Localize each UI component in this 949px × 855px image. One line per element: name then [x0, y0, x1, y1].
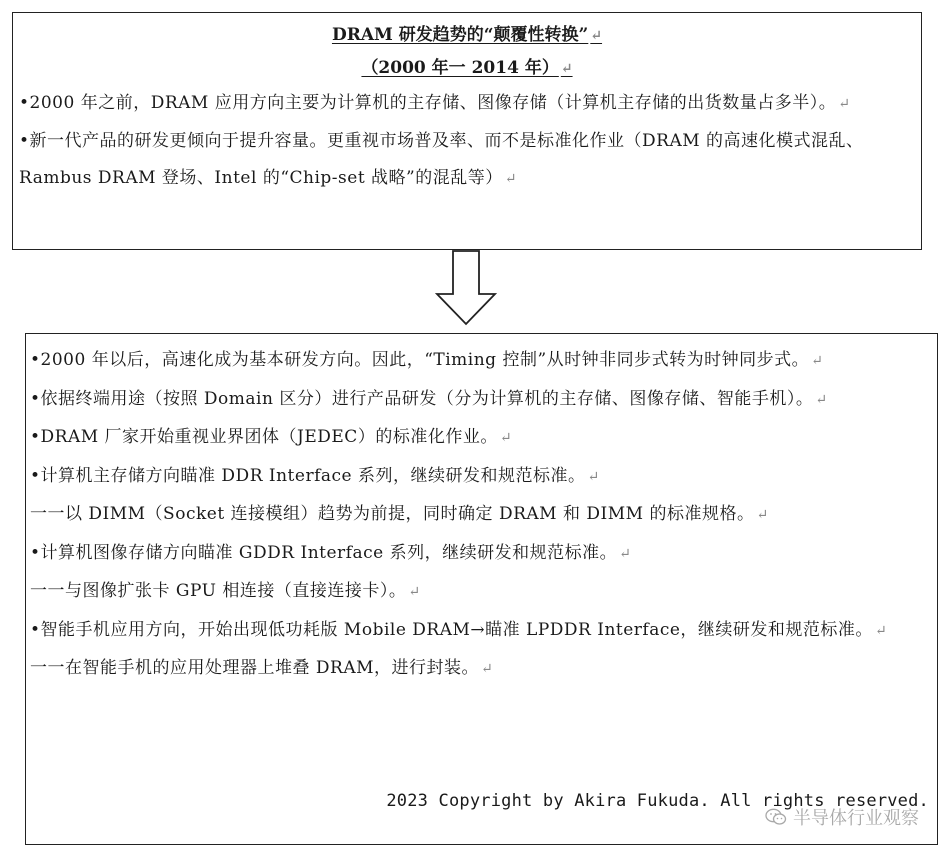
watermark: [765, 804, 919, 830]
bottom-paragraph: 一一在智能手机的应用处理器上堆叠 DRAM，进行封装。 ↵: [30, 658, 494, 678]
bottom-paragraph: •计算机图像存储方向瞄准 GDDR Interface 系列，继续研发和规范标准。 ↵: [30, 542, 632, 563]
top-title: DRAM 研发趋势的“颠覆性转换” ↵: [331, 25, 603, 45]
top-summary-box: [12, 12, 922, 250]
bottom-paragraph: •依据终端用途（按照 Domain 区分）进行产品研发（分为计算机的主存储、图像存储、智能手机）。 ↵: [30, 388, 828, 409]
down-arrow-icon: [435, 250, 497, 326]
top-paragraph: •新一代产品的研发更倾向于提升容量。更重视市场普及率、而不是标准化作业（DRAM 的高速化模式混乱、Rambus DRAM 登场、Intel 的“Chip-set 战略”的混乱等） ↵: [19, 131, 864, 188]
copyright-text: 2023 Copyright by Akira Fukuda. All rights reserved.: [386, 791, 929, 811]
bottom-summary-box: [25, 333, 938, 845]
top-paragraph: •2000 年之前，DRAM 应用方向主要为计算机的主存储、图像存储（计算机主存储的出货数量占多半）。 ↵: [19, 93, 851, 113]
bottom-paragraph: 一一与图像扩张卡 GPU 相连接（直接连接卡）。 ↵: [30, 581, 421, 601]
bottom-paragraph: •2000 年以后，高速化成为基本研发方向。因此，“Timing 控制”从时钟非同步式转为时钟同步式。 ↵: [30, 350, 824, 370]
bottom-paragraph: •计算机主存储方向瞄准 DDR Interface 系列，继续研发和规范标准。 ↵: [30, 465, 600, 486]
watermark-text: 半导体行业观察: [793, 808, 919, 829]
top-subtitle: （2000 年一 2014 年） ↵: [361, 58, 573, 78]
bottom-paragraph: •智能手机应用方向，开始出现低功耗版 Mobile DRAM→瞄准 LPDDR Interface，继续研发和规范标准。 ↵: [30, 619, 888, 640]
bottom-paragraph: 一一以 DIMM（Socket 连接模组）趋势为前提，同时确定 DRAM 和 DIMM 的标准规格。 ↵: [30, 504, 769, 524]
wechat-icon: [765, 808, 787, 826]
bottom-paragraph: •DRAM 厂家开始重视业界团体（JEDEC）的标准化作业。 ↵: [30, 427, 513, 447]
